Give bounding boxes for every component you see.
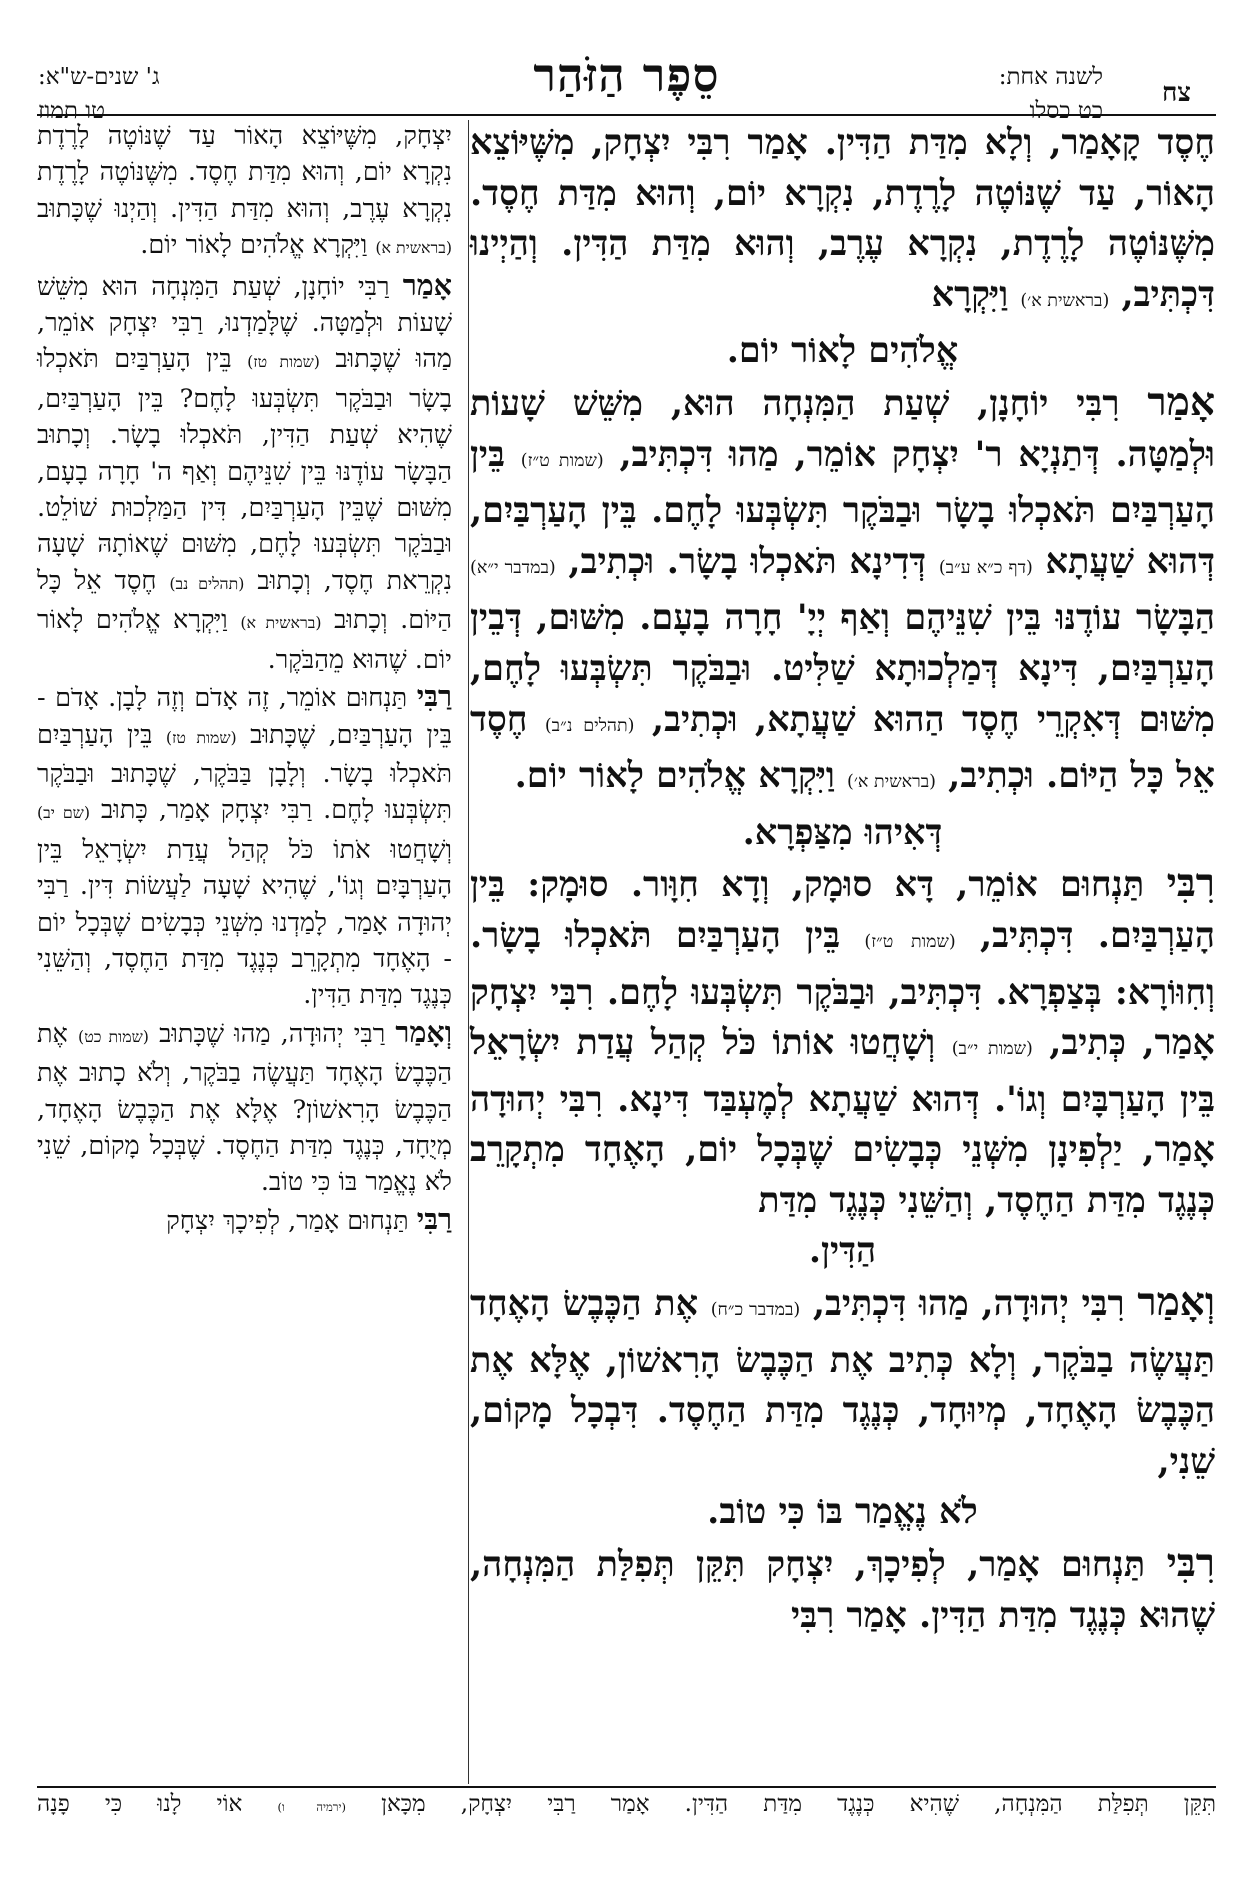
main-paragraph: [470, 1538, 1215, 1641]
translation-paragraph: [37, 267, 452, 678]
paragraph-opening-word: אָמַר: [1147, 378, 1215, 425]
schedule-three-years: ג' שנים-ש"א:: [38, 64, 160, 90]
source-citation: (תהלים נ״ב): [544, 715, 635, 736]
paragraph-opening-word: רַבִּי: [416, 1201, 452, 1236]
paragraph-text: בֵּין הָעַרְבַּיִם תֹּאכְלוּ בָשָׂר וּבַבֹּקֶר תִּשְׂבְּעוּ לָחֶם? בֵּין הָעַרְבַּיִם, שֶׁהִיא שְׁעַת הַדִּין, תֹּאכְלוּ בָשָׂר. וְכָתוּב הַבָּשָׂר עוֹדֶנּוּ בֵּין שִׁנֵּיהֶם וְאַף ה' חָרָה בָעָם, מִשּׁוּם שֶׁבֵּין הָעַרְבַּיִם, דִּין הַמַּלְכוּת שׁוֹלֵט. וּבַבֹּקֶר תִּשְׂבְּעוּ לָחֶם, מִשּׁוּם שֶׁאוֹתָהּ שָׁעָה נִקְרֵאת חֶסֶד, וְכָתוּב: [37, 344, 452, 596]
header-rule: [37, 114, 1216, 116]
paragraph-text: רַבִּי יְהוּדָה, מַהוּ שֶׁכָּתוּב: [148, 1018, 396, 1049]
main-paragraph: [470, 377, 1215, 808]
main-paragraph: [470, 118, 1215, 326]
source-citation: (שמות י״ב): [951, 1039, 1033, 1060]
paragraph-text: רִבִּי יְהוּדָה, מַהוּ דִּכְתִּיב,: [800, 1283, 1138, 1325]
paragraph-closing-line: לֹא נֶאֱמַר בּוֹ כִּי טוֹב.: [707, 1491, 978, 1533]
paragraph-text: וַיִּקְרָא אֱלֹהִים לָאוֹר יוֹם.: [140, 230, 376, 261]
main-paragraph: [470, 1277, 1215, 1487]
source-citation: (ירמיה ו): [277, 1800, 346, 1814]
paragraph-text: וְשָׁחֲטוּ אֹתוֹ כֹּל קְהַל עֲדַת יִשְׂרָאֵל בֵּין הָעַרְבָּיִם וְגוֹ', שֶׁהִיא שָׁעָה לַעֲשׂוֹת דִּין. רַבִּי יְהוּדָה אָמַר, לָמַדְנוּ מִשְּׁנֵי כְּבָשִׂים שֶׁבְּכָל יוֹם - הָאֶחָד מִתְקָרֵב כְּנֶגֶד מִדַּת הַחֶסֶד, וְהַשֵּׁנִי כְּנֶגֶד מִדַּת הַדִּין.: [37, 834, 452, 1011]
page-number: צח: [1161, 78, 1191, 108]
source-citation: (שם יב): [37, 803, 91, 823]
book-title: סֵפֶר הַזֹּהַר: [533, 48, 720, 102]
column-divider: [468, 120, 469, 1784]
footer-text: אוֹי לָנוּ כִּי פָנָה: [37, 1791, 278, 1817]
paragraph-text: תַּנְחוּם אָמַר, לְפִיכָךְ, יִצְחָק תִּקֵּן תְּפִלַּת הַמִּנְחָה, שֶׁהוּא כְּנֶגֶד מִדַּת הַדִּין. אָמַר רִבִּי: [470, 1544, 1215, 1636]
paragraph-opening-word: אָמַר: [402, 267, 452, 302]
footer-text: תִּקֵּן תְּפִלַּת הַמִּנְחָה, שֶׁהִיא כְּנֶגֶד מִדַּת הַדִּין. אָמַר רַבִּי יִצְחָק, מִכָּאן: [345, 1791, 1216, 1817]
translation-paragraph: [37, 678, 452, 1014]
paragraph-opening-word: רַבִּי: [416, 679, 452, 714]
paragraph-text: הַבָּשָׂר עוֹדֶנּוּ בֵּין שִׁנֵּיהֶם וְאַף יְיָ' חָרָה בָעָם. מִשּׁוּם, דְּבֵין הָעַרְבַּיִם, דִּינָא דְּמַלְכוּתָא שַׁלִּיט. וּבַבֹּקֶר תִּשְׂבְּעוּ לָחֶם, מִשּׁוּם דְּאִקְרֵי חֶסֶד הַהוּא שַׁעֲתָא, וּכְתִיב,: [470, 597, 1215, 740]
paragraph-text: אֶת הַכֶּבֶשׂ הָאֶחָד תַּעֲשֶׂה בַבֹּקֶר, וְלֹא כָתוּב אֶת הַכֶּבֶשׂ הָרִאשׁוֹן? אֶלָּא אֶת הַכֶּבֶשׂ הָאֶחָד, מְיֻחָד, כְּנֶגֶד מִדַּת הַחֶסֶד. שֶׁבְּכָל מָקוֹם, שֵׁנִי לֹא נֶאֱמַר בּוֹ כִּי טוֹב.: [37, 1018, 452, 1198]
source-citation: (שמות טז): [165, 727, 237, 747]
source-citation: (בראשית א): [240, 613, 322, 633]
paragraph-text: רַבִּי יוֹחָנָן, שְׁעַת הַמִּנְחָה הוּא מִשֵּׁשׁ שָׁעוֹת וּלְמַטָּה. שֶׁלָּמַדְנוּ, רַבִּי יִצְחָק אוֹמֵר, מַהוּ שֶׁכָּתוּב: [37, 271, 453, 375]
translation-column: [37, 118, 452, 1239]
paragraph-text: דְּדִינָא תֹּאכְלוּ בָשָׂר. וּכְתִיב,: [555, 540, 939, 582]
schedule-one-year: לשנה אחת:: [998, 64, 1103, 90]
paragraph-opening-word: וְאָמַר: [1137, 1279, 1215, 1326]
footer-continuation-line: [37, 1788, 1216, 1823]
translation-paragraph: [37, 1014, 452, 1201]
paragraph-closing-line: הַדִּין.: [808, 1230, 877, 1272]
paragraph-text: רִבִּי יוֹחָנָן, שְׁעַת הַמִּנְחָה הוּא, מִשֵּׁשׁ שָׁעוֹת וּלְמַטָּה. דְּתַנְיָא ר' יִצְחָק אוֹמֵר, מַהוּ דִּכְתִּיב,: [470, 382, 1215, 475]
paragraph-closing-line: דְּאִיהוּ מִצַּפְרָא.: [742, 811, 943, 853]
source-citation: (שמות ט״ז): [864, 931, 956, 952]
source-citation: (בראשית א׳): [847, 772, 936, 793]
paragraph-text: תַּנְחוּם אוֹמֵר, דָּא סוּמָק, וְדָא חִוָּור. סוּמָק: בֵּין הָעַרְבַּיִם. דִּכְתִּיב,: [470, 864, 1215, 956]
paragraph-opening-word: חֶסֶד: [1157, 122, 1215, 163]
main-text-column: [470, 118, 1215, 1641]
paragraph-text: יִצְחָק, מִשֶּׁיּוֹצֵא הָאוֹר עַד שֶׁנּוֹטֶה לָרֶדֶת נִקְרָא יוֹם, וְהוּא מִדַּת חֶסֶד. מִשֶּׁנּוֹטֶה לָרֶדֶת נִקְרָא עֶרֶב, וְהוּא מִדַּת הַדִּין. וְהַיְנוּ שֶׁכָּתוּב: [37, 121, 452, 224]
paragraph-text: בֵּין הָעַרְבַּיִם תֹּאכְלוּ בָשָׂר וּבַבֹּקֶר תִּשְׂבְּעוּ לָחֶם. בֵּין הָעַרְבַּיִם, דְּהוּא שַׁעֲתָא: [470, 433, 1216, 582]
paragraph-text: וַיִּקְרָא אֱלֹהִים לָאוֹר יוֹם. שֶׁהוּא מֵהַבֹּקֶר.: [37, 605, 452, 675]
paragraph-text: אֶת הַכֶּבֶשׂ הָאֶחָד תַּעֲשֶׂה בַבֹּקֶר, וְלָא כְּתִיב אֶת הַכֶּבֶשׂ הָרִאשׁוֹן, אֶלָּא אֶת הַכֶּבֶשׂ הָאֶחָד, מְיוּחָד, כְּנֶגֶד מִדַּת הַחֶסֶד. דִּבְכָל מָקוֹם, שֵׁנִי,: [470, 1283, 1215, 1482]
source-citation: (בראשית א׳): [1020, 290, 1110, 311]
source-citation: (שמות טז): [247, 352, 320, 372]
paragraph-text: וְשָׁחֲטוּ אוֹתוֹ כֹּל קְהַל עֲדַת יִשְׂרָאֵל בֵּין הָעַרְבָּיִם וְגוֹ'. דְּהוּא שַׁעֲתָא לְמֶעְבַּד דִּינָא. רִבִּי יְהוּדָה אָמַר, יַלְפִינָן מִשְּׁנֵי כְּבָשִׂים שֶׁבְּכָל יוֹם, הָאֶחָד מִתְקָרֵב כְּנֶגֶד מִדַּת הַחֶסֶד, וְהַשֵּׁנִי כְּנֶגֶד מִדַּת: [470, 1022, 1215, 1221]
source-citation: (במדבר כ״ח): [710, 1300, 801, 1321]
page-reference: (דף כ״א ע״ב): [938, 557, 1033, 578]
source-citation: (במדבר י״א): [470, 557, 556, 578]
paragraph-text: חֶסֶד אֵל כָּל הַיּוֹם. וּכְתִיב,: [470, 698, 1215, 797]
translation-paragraph: [37, 118, 452, 267]
paragraph-opening-word: רִבִּי: [1166, 860, 1215, 907]
paragraph-text: בֵּין הָעַרְבַּיִם תֹּאכְלוּ בָשָׂר. וְלָבָן בַּבֹּקֶר, שֶׁכָּתוּב וּבַבֹּקֶר תִּשְׂבְּעוּ לָחֶם. רַבִּי יִצְחָק אָמַר, כָּתוּב: [37, 719, 452, 826]
source-citation: (בראשית א): [375, 238, 452, 258]
paragraph-text: חֶסֶד אֵל כָּל הַיּוֹם. וְכָתוּב: [37, 565, 453, 636]
source-citation: (שמות ט״ז): [520, 450, 604, 471]
paragraph-opening-word: וְאָמַר: [395, 1014, 452, 1049]
source-citation: (תהלים נב): [169, 573, 245, 593]
source-citation: (שמות כט): [78, 1026, 149, 1046]
paragraph-text: תַּנְחוּם אָמַר, לְפִיכָךְ יִצְחָק: [166, 1205, 417, 1236]
schedule-one-year-date: כט כסלו: [1029, 98, 1103, 124]
paragraph-text: קָאָמַר, וְלָא מִדַּת הַדִּין. אָמַר רִבִּי יִצְחָק, מִשֶּׁיּוֹצֵא הָאוֹר, עַד שֶׁנּוֹטֶה לָרֶדֶת, נִקְרָא יוֹם, וְהוּא מִדַּת חֶסֶד. מִשֶּׁנּוֹטֶה לָרֶדֶת, נִקְרָא עֶרֶב, וְהוּא מִדַּת הַדִּין. וְהַיְינוּ דִּכְתִּיב,: [470, 122, 1215, 315]
paragraph-opening-word: רִבִּי: [1166, 1540, 1215, 1587]
paragraph-closing-line: אֱלֹהִים לָאוֹר יוֹם.: [726, 330, 959, 372]
main-paragraph: [470, 858, 1215, 1226]
translation-paragraph: [37, 1201, 452, 1239]
schedule-three-years-date: טו תמוז: [38, 98, 106, 124]
paragraph-text: בֵּין הָעַרְבַּיִם תֹּאכְלוּ בָשָׂר. וְחִוּוֹרָא: בְּצַפְרָא. דִּכְתִּיב, וּבַבֹּקֶר תִּשְׂבְּעוּ לָחֶם. רִבִּי יִצְחָק אָמַר, כְּתִיב,: [470, 914, 1215, 1064]
paragraph-text: תַּנְחוּם אוֹמֵר, זֶה אָדֹם וְזֶה לָבָן. אָדֹם - בֵּין הָעַרְבַּיִם, שֶׁכָּתוּב: [37, 683, 452, 750]
paragraph-text: וַיִּקְרָא אֱלֹהִים לָאוֹר יוֹם.: [514, 755, 848, 797]
paragraph-text: וַיִּקְרָא: [931, 273, 1021, 315]
